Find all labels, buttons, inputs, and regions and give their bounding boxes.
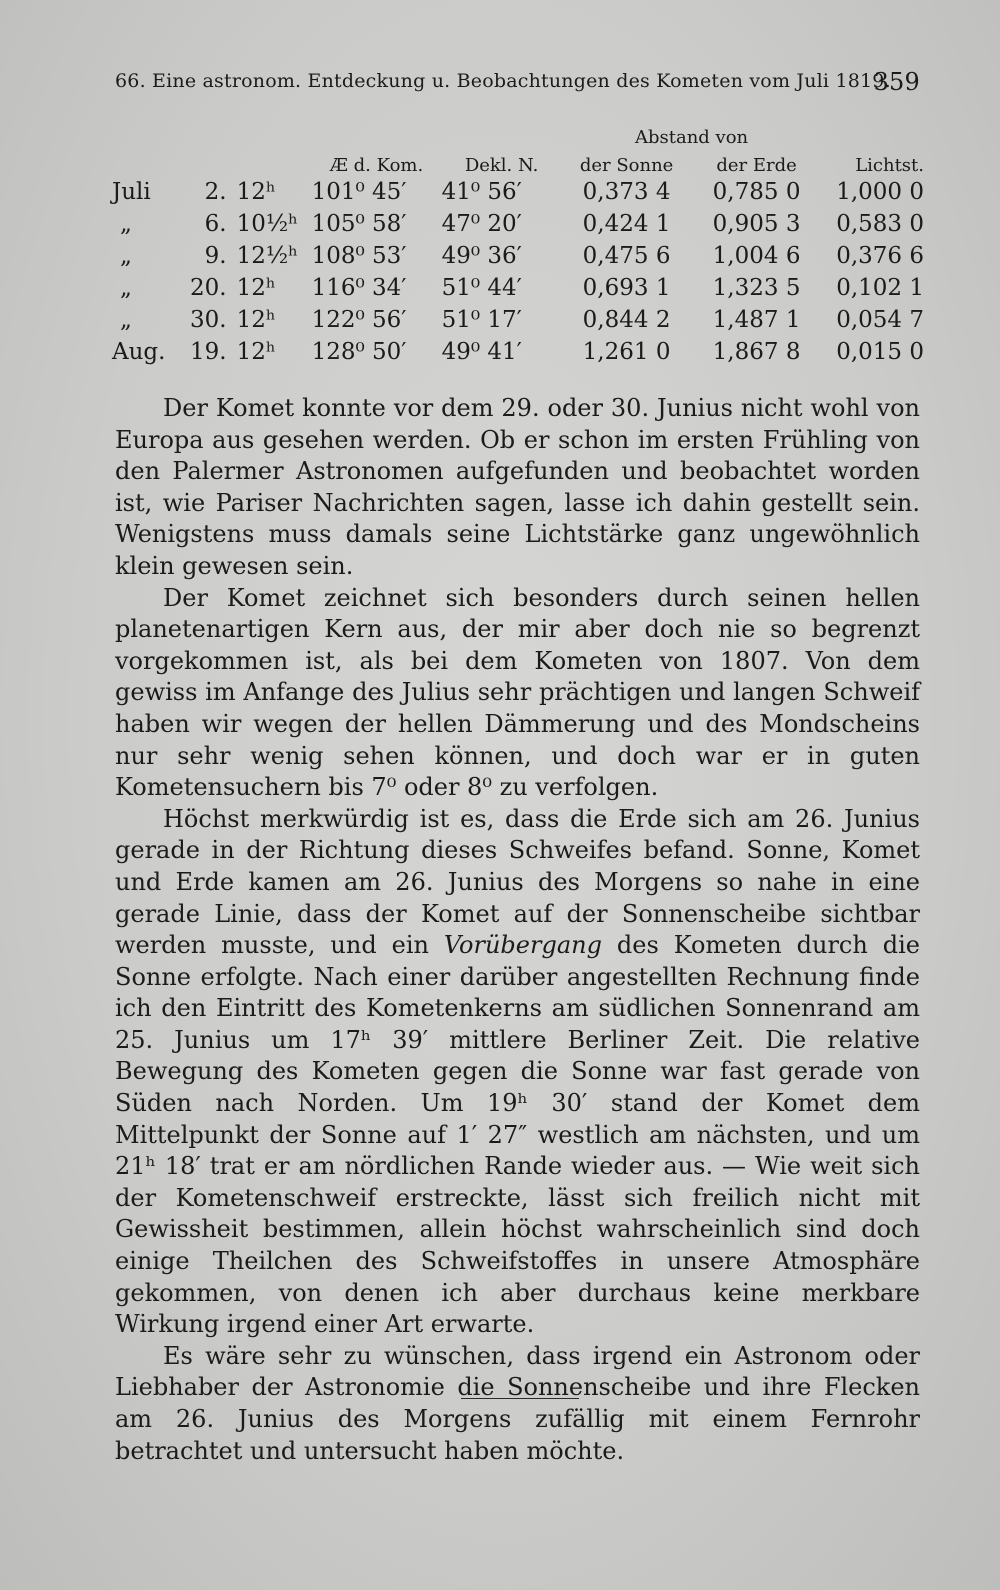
col-header-ar: Æ d. Kom. (329, 155, 424, 176)
cell-lichtst: 1,000 0 (836, 179, 924, 205)
cell-erde: 0,785 0 (712, 179, 801, 205)
paragraph-4: Es wäre sehr zu wünschen, dass irgend ein Astronom oder Liebhaber der Astronomie die Sonnenscheibe und ihre Flecken am 26. Junius des Morgens zufällig mit einem Fernrohr betrachtet und untersucht haben möchte. (115, 1341, 920, 1465)
cell-hour: 12ʰ (236, 307, 276, 333)
cell-erde: 1,004 6 (712, 243, 801, 269)
paragraph-3-part-b: des Kometen durch die Sonne erfolgte. Nach einer darüber angestellten Rechnung finde ich den Eintritt des Kometenkerns am südlichen Sonnenrand am 25. Junius um 17ʰ 39′ mittlere Berliner Zeit. Die relative Bewegung des Kometen gegen die Sonne war fast gerade von Süden nach Norden. Um 19ʰ 30′ stand der Komet dem Mittelpunkt der Sonne auf 1′ 27″ westlich am nächsten, und um 21ʰ 18′ trat er am nördlichen Rande wieder aus. — Wie weit sich der Kometenschweif erstreckte, lässt sich freilich nicht mit Gewissheit bestimmen, allein höchst wahrscheinlich sind doch einige Theilchen des Schweifstoffes in unsere Atmosphäre gekommen, von denen ich aber durchaus keine merkbare Wirkung irgend einer Art erwarte. (115, 931, 920, 1339)
cell-dekl: 47⁰ 20′ (441, 211, 522, 237)
cell-day: 6. (204, 211, 227, 237)
cell-sonne: 1,261 0 (582, 339, 671, 365)
table-row (112, 272, 924, 304)
table-row (112, 336, 924, 368)
paragraph-3-part-a: Höchst merkwürdig ist es, dass die Erde sich am 26. Junius gerade in der Richtung dieses Schweifes befand. Sonne, Komet und Erde kamen am 26. Junius des Morgens so nahe in eine gerade Linie, dass der Komet auf der Sonnenscheibe sichtbar werden musste, und ein (115, 804, 920, 960)
cell-day: 30. (190, 307, 227, 333)
paragraph-1: Der Komet konnte vor dem 29. oder 30. Junius nicht wohl von Europa aus gesehen werden. Ob er schon im ersten Frühling von den Palermer Astronomen aufgefunden und beobachtet worden ist, wie Pariser Nachrichten sagen, lasse ich dahin gestellt sein. Wenigstens muss damals seine Lichtstärke ganz ungewöhnlich klein gewesen sein. (115, 394, 920, 580)
cell-sonne: 0,844 2 (582, 307, 671, 333)
paragraph-2: Der Komet zeichnet sich besonders durch seinen hellen planetenartigen Kern aus, der mir aber doch nie so begrenzt vorgekommen ist, als bei dem Kometen von 1807. Von dem gewiss im Anfange des Julius sehr prächtigen und langen Schweif haben wir wegen der hellen Dämmerung und des Mondscheins nur sehr wenig sehen können, und doch war er in guten Kometensuchern bis 7⁰ oder 8⁰ zu verfolgen. (115, 583, 920, 802)
cell-sonne: 0,693 1 (582, 275, 671, 301)
cell-erde: 1,323 5 (712, 275, 801, 301)
table-row (112, 240, 924, 272)
cell-hour: 12ʰ (236, 275, 276, 301)
paragraph-3-emphasis: Vorübergang (443, 931, 602, 960)
cell-sonne: 0,373 4 (582, 179, 671, 205)
cell-day: 20. (190, 275, 227, 301)
comet-ephemeris-table (112, 120, 924, 368)
cell-hour: 10½ʰ (236, 211, 299, 237)
cell-lichtst: 0,054 7 (836, 307, 924, 333)
cell-dekl: 49⁰ 36′ (441, 243, 522, 269)
cell-erde: 1,867 8 (712, 339, 801, 365)
table-group-header-row (112, 120, 924, 148)
cell-ar: 122⁰ 56′ (311, 307, 407, 333)
cell-lichtst: 0,102 1 (836, 275, 924, 301)
cell-sonne: 0,424 1 (582, 211, 671, 237)
cell-erde: 0,905 3 (712, 211, 801, 237)
cell-day: 19. (190, 339, 227, 365)
col-header-lichtst: Lichtst. (855, 155, 924, 176)
cell-lichtst: 0,583 0 (836, 211, 924, 237)
col-header-erde: der Erde (716, 155, 797, 176)
paragraph-3 (115, 804, 920, 1341)
cell-ar: 101⁰ 45′ (311, 179, 407, 205)
end-rule (461, 1398, 579, 1399)
cell-day: 2. (204, 179, 227, 205)
cell-month: „ (120, 243, 132, 269)
cell-ar: 105⁰ 58′ (311, 211, 407, 237)
body-text (115, 393, 920, 1467)
cell-dekl: 49⁰ 41′ (441, 339, 522, 365)
cell-hour: 12ʰ (236, 179, 276, 205)
cell-month: Juli (112, 179, 151, 205)
cell-month: „ (120, 211, 132, 237)
cell-dekl: 41⁰ 56′ (441, 179, 522, 205)
group-header-abstand: Abstand von (634, 127, 749, 148)
table-row (112, 304, 924, 336)
col-header-dekl: Dekl. N. (464, 155, 539, 176)
table-row (112, 208, 924, 240)
cell-hour: 12ʰ (236, 339, 276, 365)
header-title: 66. Eine astronom. Entdeckung u. Beobachtungen des Kometen vom Juli 1819. (115, 70, 891, 92)
cell-lichtst: 0,376 6 (836, 243, 924, 269)
table-column-header-row (112, 148, 924, 176)
table-row (112, 176, 924, 208)
cell-ar: 128⁰ 50′ (311, 339, 407, 365)
cell-ar: 108⁰ 53′ (311, 243, 407, 269)
cell-sonne: 0,475 6 (582, 243, 671, 269)
cell-lichtst: 0,015 0 (836, 339, 924, 365)
cell-dekl: 51⁰ 44′ (441, 275, 522, 301)
cell-erde: 1,487 1 (712, 307, 801, 333)
col-header-sonne: der Sonne (579, 155, 674, 176)
cell-day: 9. (204, 243, 227, 269)
cell-month: Aug. (112, 339, 166, 365)
cell-ar: 116⁰ 34′ (311, 275, 407, 301)
cell-month: „ (120, 307, 132, 333)
cell-dekl: 51⁰ 17′ (441, 307, 522, 333)
cell-hour: 12½ʰ (236, 243, 299, 269)
page-number: 359 (873, 68, 920, 96)
cell-month: „ (120, 275, 132, 301)
